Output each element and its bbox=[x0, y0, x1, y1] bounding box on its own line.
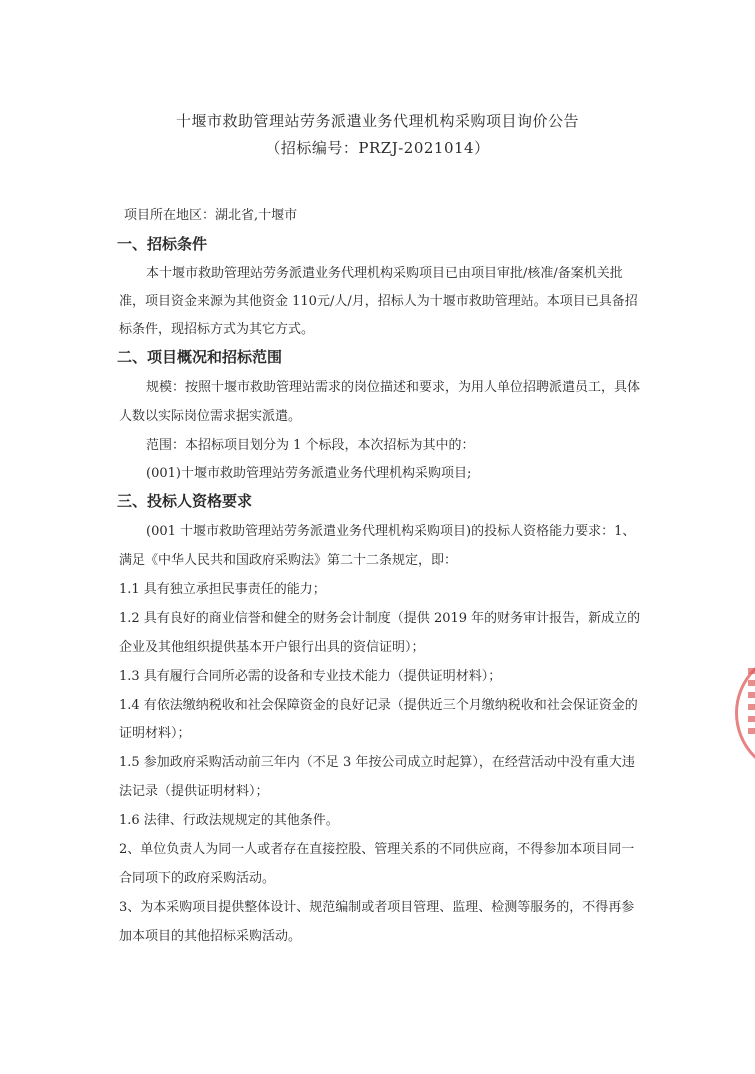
section-3-line: 1.6 法律、行政法规规定的其他条件。 bbox=[119, 813, 339, 828]
section-2-line: (001)十堰市救助管理站劳务派遣业务代理机构采购项目; bbox=[146, 466, 472, 481]
section-2-line: 规模：按照十堰市救助管理站需求的岗位描述和要求，为用人单位招聘派遣员工，具体 bbox=[146, 380, 641, 395]
section-3-line: (001 十堰市救助管理站劳务派遣业务代理机构采购项目)的投标人资格能力要求：1、 bbox=[146, 524, 636, 539]
section-3-line: 3、为本采购项目提供整体设计、规范编制或者项目管理、监理、检测等服务的，不得再参 bbox=[119, 900, 635, 915]
section-3-line: 1.3 具有履行合同所必需的设备和专业技术能力（提供证明材料）； bbox=[119, 669, 502, 684]
tender-code: （招标编号：PRZJ-2021014） bbox=[265, 139, 490, 157]
section-3-line: 企业及其他组织提供基本开户银行出具的资信证明）； bbox=[119, 640, 425, 655]
document-title: 十堰市救助管理站劳务派遣业务代理机构采购项目询价公告 bbox=[175, 112, 579, 130]
section-2-heading: 二、项目概况和招标范围 bbox=[117, 348, 283, 366]
section-1-line: 本十堰市救助管理站劳务派遣业务代理机构采购项目已由项目审批/核准/备案机关批 bbox=[146, 266, 623, 281]
section-1-line: 标条件，现招标方式为其它方式。 bbox=[119, 322, 315, 337]
section-1-line: 准，项目资金来源为其他资金 110元/人/月，招标人为十堰市救助管理站。本项目已具备招 bbox=[119, 294, 638, 309]
section-3-line: 1.5 参加政府采购活动前三年内（不足 3 年按公司成立时起算），在经营活动中没有重大违 bbox=[119, 755, 635, 770]
section-3-line: 证明材料）； bbox=[119, 726, 191, 741]
section-1-heading: 一、招标条件 bbox=[117, 235, 208, 253]
section-2-line: 范围：本招标项目划分为 1 个标段，本次招标为其中的： bbox=[146, 438, 475, 453]
section-2-line: 人数以实际岗位需求据实派遣。 bbox=[119, 409, 302, 424]
project-region: 项目所在地区：湖北省,十堰市 bbox=[124, 208, 298, 223]
section-3-line: 1.2 具有良好的商业信誉和健全的财务会计制度（提供 2019 年的财务审计报告，新成立的 bbox=[119, 611, 641, 626]
section-3-line: 1.1 具有独立承担民事责任的能力； bbox=[119, 582, 326, 597]
section-3-line: 满足《中华人民共和国政府采购法》第二十二条规定，即： bbox=[119, 553, 458, 568]
section-3-line: 1.4 有依法缴纳税收和社会保障资金的良好记录（提供近三个月缴纳税收和社会保证资金的 bbox=[119, 698, 638, 713]
section-3-line: 加本项目的其他招标采购活动。 bbox=[119, 929, 302, 944]
official-seal-mark bbox=[748, 668, 755, 738]
section-3-line: 法记录（提供证明材料）； bbox=[119, 784, 269, 799]
section-3-line: 2、单位负责人为同一人或者存在直接控股、管理关系的不同供应商，不得参加本项目同一 bbox=[119, 842, 635, 857]
section-3-line: 合同项下的政府采购活动。 bbox=[119, 871, 276, 886]
section-3-heading: 三、投标人资格要求 bbox=[117, 492, 253, 510]
